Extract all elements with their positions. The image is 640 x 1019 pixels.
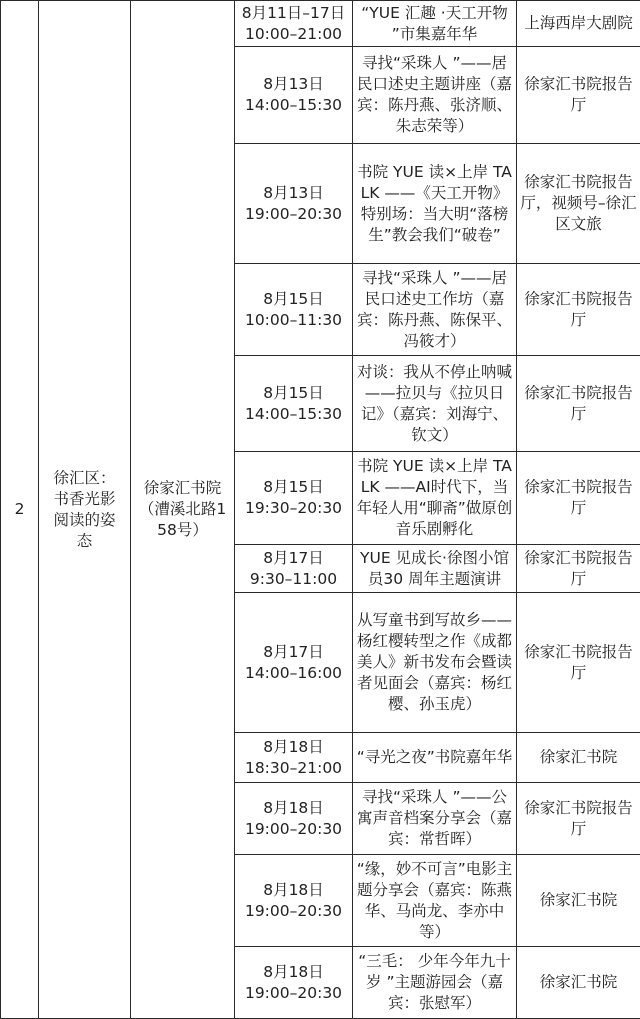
event-time: 8月18日 19:00–20:30 — [235, 947, 353, 1019]
event-time: 8月13日 19:00–20:30 — [235, 144, 353, 264]
event-time: 8月17日 14:00–16:00 — [235, 593, 353, 733]
event-venue: 徐家汇书院报告厅 — [517, 593, 640, 733]
event-title: 对谈：我从不停止呐喊——拉贝与《拉贝日记》（嘉宾：刘海宁、钦文） — [353, 356, 517, 452]
event-title: “三毛： 少年今年九十岁 ”主题游园会（嘉宾：张慰军） — [353, 947, 517, 1019]
event-time: 8月15日 19:30–20:30 — [235, 452, 353, 545]
district-theme: 徐汇区：书香光影 阅读的姿态 — [39, 1, 131, 1019]
event-venue: 徐家汇书院报告厅 — [517, 264, 640, 356]
row-index: 2 — [1, 1, 39, 1019]
event-title: 寻找“采珠人 ”——公寓声音档案分享会（嘉宾：常哲晖） — [353, 783, 517, 855]
event-time: 8月11日–17日 10:00–21:00 — [235, 1, 353, 47]
event-time: 8月15日 10:00–11:30 — [235, 264, 353, 356]
organizer-address: 徐家汇书院 （漕溪北路158号） — [131, 1, 235, 1019]
event-title: 书院 YUE 读×上岸 TALK ——AI时代下，当年轻人用“聊斋”做原创音乐剧孵化 — [353, 452, 517, 545]
event-title: “YUE 汇趣 ·天工开物 ”市集嘉年华 — [353, 1, 517, 47]
event-title: 书院 YUE 读×上岸 TALK ——《天工开物》特别场：当大明“落榜生”教会我们“破卷” — [353, 144, 517, 264]
event-title: YUE 见成长·徐图小馆员30 周年主题演讲 — [353, 545, 517, 593]
event-venue: 徐家汇书院 — [517, 855, 640, 947]
event-title: “缘，妙不可言”电影主题分享会（嘉宾：陈燕华、马尚龙、李亦中等） — [353, 855, 517, 947]
event-time: 8月13日 14:00–15:30 — [235, 47, 353, 144]
event-title: 寻找“采珠人 ”——居民口述史主题讲座（嘉宾：陈丹燕、张济顺、朱志荣等） — [353, 47, 517, 144]
event-title: 从写童书到写故乡——杨红樱转型之作《成都美人》新书发布会暨读者见面会（嘉宾：杨红樱、孙玉虎） — [353, 593, 517, 733]
event-venue: 徐家汇书院报告厅 — [517, 783, 640, 855]
event-venue: 徐家汇书院 — [517, 947, 640, 1019]
event-venue: 徐家汇书院报告厅 — [517, 452, 640, 545]
event-time: 8月18日 19:00–20:30 — [235, 855, 353, 947]
event-time: 8月18日 19:00–20:30 — [235, 783, 353, 855]
event-venue: 徐家汇书院报告厅 — [517, 356, 640, 452]
event-title: “寻光之夜”书院嘉年华 — [353, 733, 517, 783]
event-time: 8月17日 9:30–11:00 — [235, 545, 353, 593]
event-venue: 徐家汇书院报告厅 — [517, 47, 640, 144]
event-time: 8月15日 14:00–15:30 — [235, 356, 353, 452]
event-venue: 上海西岸大剧院 — [517, 1, 640, 47]
event-venue: 徐家汇书院 — [517, 733, 640, 783]
event-time: 8月18日 18:30–21:00 — [235, 733, 353, 783]
event-venue: 徐家汇书院报告厅 — [517, 545, 640, 593]
event-title: 寻找“采珠人 ”——居民口述史工作坊（嘉宾：陈丹燕、陈保平、冯筱才） — [353, 264, 517, 356]
event-venue: 徐家汇书院报告厅，视频号–徐汇区文旅 — [517, 144, 640, 264]
table-row — [1, 1, 640, 47]
